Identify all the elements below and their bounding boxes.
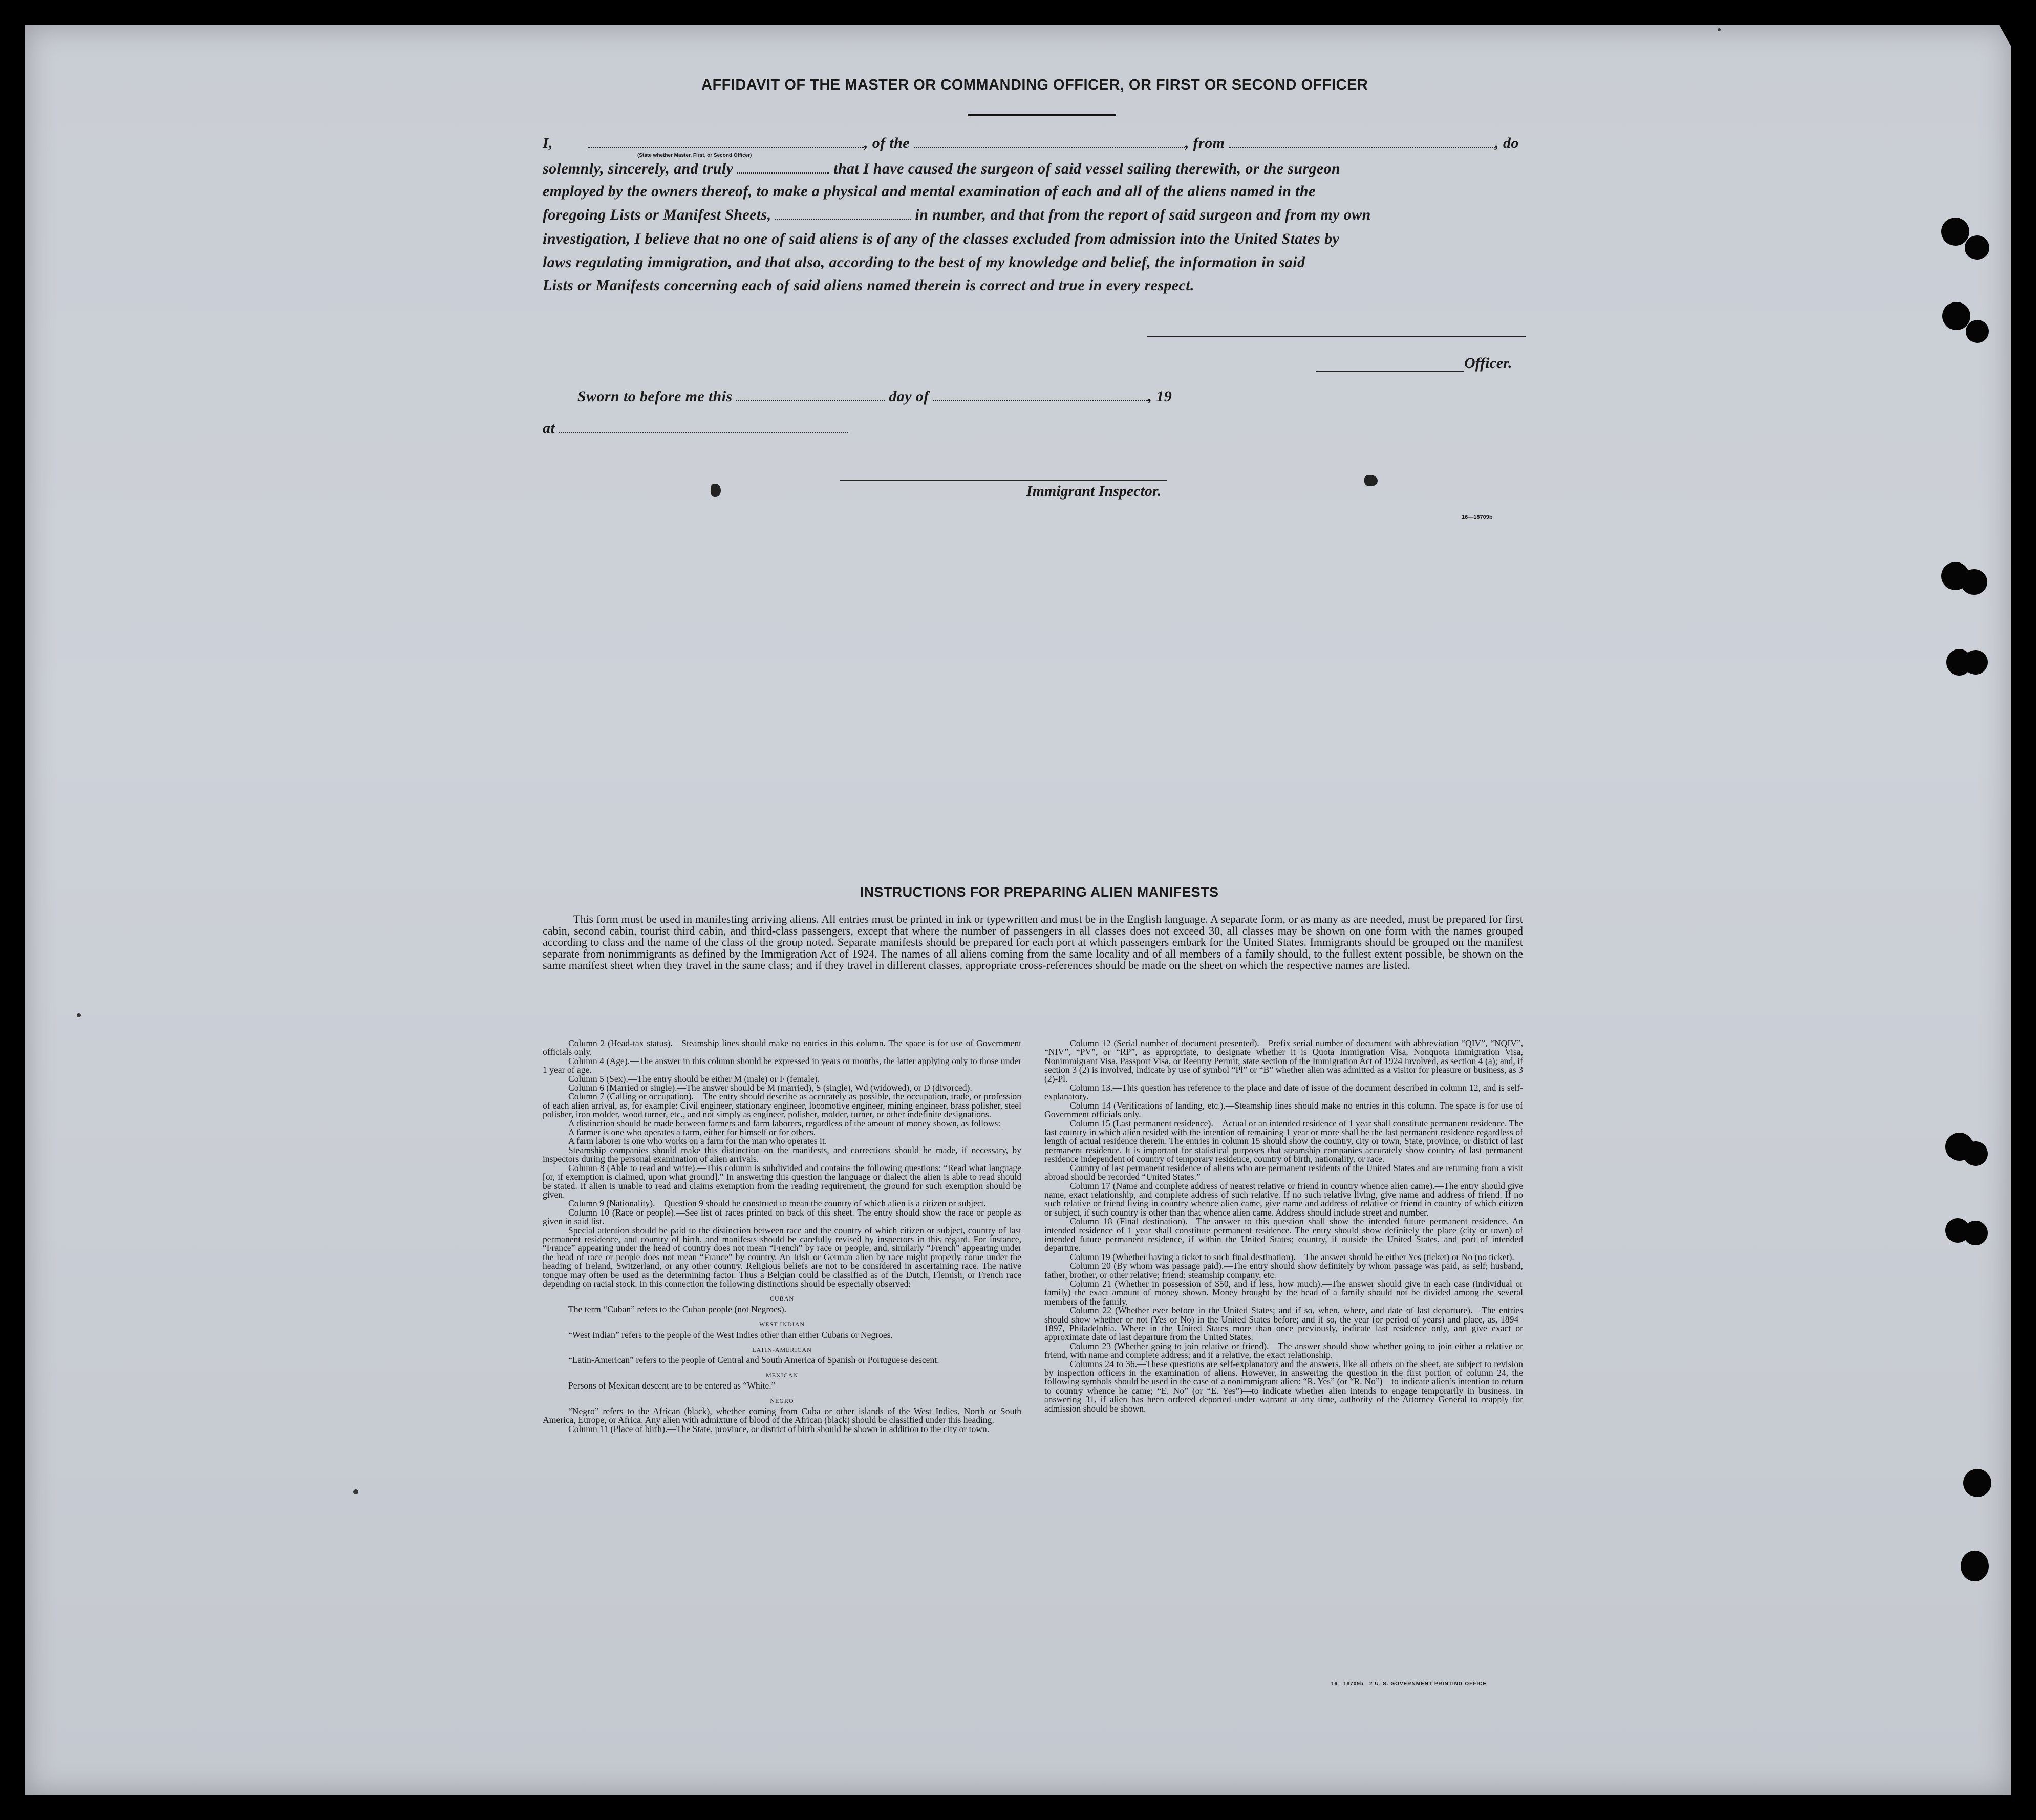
text: solemnly, sincerely, and truly (543, 160, 734, 177)
text: that I have caused the surgeon of said vessel sailing therewith, or the surgeon (833, 160, 1341, 177)
column-7-steamship: Steamship companies should make this distinction on the manifests, and corrections should be made, if necessary, by inspectors during the personal examination of alien arrivals. (543, 1144, 1021, 1164)
affidavit-line-3: employed by the owners thereof, to make a physical and mental examination of each and all of the aliens named in the (543, 183, 1316, 200)
punch-hole-6 (1961, 569, 1987, 595)
text: , of the (864, 135, 910, 151)
latin-american-text: “Latin-American” refers to the people of Central and South America of Spanish or Portuguese descent. (568, 1355, 939, 1366)
column-6-text: Column 6 (Married or single).—The answer should be M (married), S (single), Wd (widowed), or D (divorced). (568, 1082, 972, 1093)
officer-rank-note: (State whether Master, First, or Second Officer) (637, 153, 752, 158)
punch-hole-3 (1942, 302, 1970, 330)
punch-hole-4 (1966, 320, 1989, 343)
west-indian-text: “West Indian” refers to the people of the West Indies other than either Cubans or Negroes. (568, 1329, 893, 1340)
affidavit-line-1 (543, 135, 1526, 152)
latin-american-heading: LATIN-AMERICAN (752, 1346, 812, 1353)
column-22-text: Column 22 (Whether ever before in the United States; and if so, when, where, and date of last departure).—The entries should show whether or not (Yes or No) in the United States before; and if so, the year (or period of years) and place, as, 1894–1897, Philadelphia. Where in the United States more than once previously, indicate last residence only, and give exact or approximate date of last departure from the United States. (1044, 1305, 1523, 1342)
mexican-text: Persons of Mexican descent are to be entered as “White.” (568, 1380, 776, 1391)
instructions-title: INSTRUCTIONS FOR PREPARING ALIEN MANIFESTS (860, 884, 1219, 900)
speck (77, 1013, 81, 1017)
punch-hole-14 (1961, 1551, 1989, 1581)
column-19-text: Column 19 (Whether having a ticket to such final destination).—The answer should be either Yes (ticket) or No (no ticket). (1070, 1251, 1514, 1262)
punch-hole-13 (1963, 1469, 1991, 1497)
cuban-text: The term “Cuban” refers to the Cuban people (not Negroes). (568, 1304, 787, 1314)
text: at (543, 420, 555, 437)
title-rule (968, 114, 1116, 116)
affidavit-line-2 (543, 160, 1526, 178)
column-7-text: Column 7 (Calling or occupation).—The entry should describe as accurately as possible, the occupation, trade, or profession of each alien arrival, as, for example: Civil engineer, stationary engineer, locomotive engineer, mining engineer, brass polisher, steel polisher, iron molder, wood turner, etc., and not simply as engineer, polisher, molder, turner, or other indefinite designations. (543, 1091, 1021, 1120)
inspector-signature-line[interactable] (840, 480, 1167, 481)
west-indian-heading: WEST INDIAN (759, 1320, 805, 1328)
special-attention-text: Special attention should be paid to the distinction between race and the country of which citizen or subject, country of last permanent residence, and country of birth, and manifests should be carefully revised by inspectors in this regard. For instance, “France” appearing under the head of country does not mean “French” by race or people, and, similarly “French” appearing under the head of race or people does not mean “France” by country. An Irish or German alien by race might properly come under the heading of Ireland, Switzerland, or any other country. Religious beliefs are not to be considered in ascertaining race. The native tongue may often be used as the determining factor. Thus a Belgian could be classified as of the Dutch, Flemish, or French race depending on racial stock. In this connection the following distinctions should be especially observed: (543, 1225, 1021, 1289)
column-12-text: Column 12 (Serial number of document presented).—Prefix serial number of document with abbreviation “QIV”, “NQIV”, “NIV”, “PV”, or “RP”, as appropriate, to designate whether it is Quota Immigration Visa, Nonquota Immigration Visa, Nonimmigrant Visa, Passport Visa, or Reentry Permit; state section of the Immigration Act of 1924 involved, as section 4 (a); and, if section 3 (2) is involved, indicate by use of symbol “Pl” or “B” whether alien was admitted as a visitor for pleasure or business, as 3 (2)-Pl. (1044, 1038, 1523, 1084)
ink-stain-right (1364, 475, 1378, 486)
column-15-text: Column 15 (Last permanent residence).—Actual or an intended residence of 1 year shall constitute permanent residence. The last country in which alien resided with the intention of remaining 1 year or more shall be the last permanent residence regardless of length of actual residence therein. The entries in column 15 should show the country, city or town, State, province, or district of last permanent residence. It is important for statistical purposes that steamship companies accurately show country of last permanent residence independent of country of temporary residence, country of birth, nationality, or race. (1044, 1118, 1523, 1164)
sworn-affirm-blank[interactable] (737, 170, 829, 174)
affidavit-line-4 (543, 206, 1526, 224)
mexican-heading: MEXICAN (766, 1371, 798, 1379)
columns-24-36-text: Columns 24 to 36.—These questions are self-explanatory and the answers, like all others on the sheet, are subject to revision by inspection officers in the examination of aliens. However, in answering the question in the first portion of column 24, the following symbols should be used in the case of a nonimmigrant alien: “R. Yes” (or “R. No”)—to indicate alien’s intention to return to country whence he came; “E. No” (or “E. Yes”)—to indicate whether alien intends to engage temporarily in business. In answering 31, if alien has been ordered deported under warrant at any time, authority of the Attorney General to reapply for admission should be shown. (1044, 1358, 1523, 1414)
column-8-text: Column 8 (Able to read and write).—This column is subdivided and contains the following questions: “Read what language [or, if exemption is claimed, upon what ground].” In answering this question the language or dialect the alien is able to read should be stated. If alien is unable to read and claims exemption from the reading requirement, the ground for such exemption should be given. (543, 1162, 1021, 1200)
port-from-blank[interactable] (1229, 145, 1495, 148)
officer-label: Officer. (1464, 355, 1512, 372)
at-line (543, 420, 1526, 437)
speck (1718, 28, 1721, 31)
column-5-text: Column 5 (Sex).—The entry should be either M (male) or F (female). (568, 1073, 820, 1084)
ink-stain-left (711, 484, 721, 497)
place-blank[interactable] (559, 430, 848, 433)
affidavit-line-6: laws regulating immigration, and that also, according to the best of my knowledge and belief, the information in said (543, 254, 1305, 271)
punch-hole-12 (1963, 1221, 1988, 1245)
negro-heading: NEGRO (770, 1397, 794, 1404)
inspector-label: Immigrant Inspector. (1026, 483, 1162, 500)
text: foregoing Lists or Manifest Sheets, (543, 206, 771, 223)
column-4-text: Column 4 (Age).—The answer in this column should be expressed in years or months, the latter applying only to those under 1 year of age. (543, 1055, 1021, 1075)
sworn-line (577, 388, 1560, 405)
column-20-text: Column 20 (By whom was passage paid).—The entry should show definitely by whom passage was paid, as self; husband, father, brother, or other relative; friend; steamship company, etc. (1044, 1261, 1523, 1280)
sheet-count-blank[interactable] (775, 216, 911, 220)
column-10-text: Column 10 (Race or people).—See list of races printed on back of this sheet. The entry should show the race or people as given in said list. (543, 1207, 1021, 1227)
column-23-text: Column 23 (Whether going to join relative or friend).—The answer should show whether going to join either a relative or friend, with name and complete address; and if a relative, the exact relationship. (1044, 1340, 1523, 1360)
column-7-farmer-def: A farmer is one who operates a farm, either for himself or for others. (568, 1127, 816, 1138)
column-13-text: Column 13.—This question has reference to the place and date of issue of the document described in column 12, and is self-explanatory. (1044, 1082, 1523, 1102)
affidavit-line-7: Lists or Manifests concerning each of said aliens named therein is correct and true in every respect. (543, 277, 1194, 294)
text: , 19 (1148, 388, 1172, 405)
punch-hole-10 (1963, 1141, 1988, 1166)
column-17-text: Column 17 (Name and complete address of nearest relative or friend in country whence alien came).—The entry should give name, exact relationship, and complete address of such relative. If no such relative living, give name and address of friend. If no such relative or friend living in country whence alien came, give name and address of relative or friend in country of which citizen or subject, if such country is other than that whence alien came. Address should include street and number. (1044, 1180, 1523, 1218)
column-11-text: Column 11 (Place of birth).—The State, province, or district of birth should be shown in addition to the city or town. (568, 1423, 990, 1434)
punch-hole-2 (1965, 235, 1989, 260)
instructions-left-column (543, 1039, 1021, 1434)
instructions-intro: This form must be used in manifesting arriving aliens. All entries must be printed in ink or typewritten and must be in the English language. A separate form, or as many as are needed, must be prepared for first cabin, second cabin, tourist third cabin, and third-class passengers, except that where the number of passengers in all classes does not exceed 30, all classes may be shown on one form with the names grouped according to class and the name of the class of the group noted. Separate manifests should be prepared for each port at which passengers embark for the United States. Immigrants should be grouped on the manifest separate from nonimmigrants as defined by the Immigration Act of 1924. The names of all aliens coming from the same locality and of all members of a family should, to the fullest extent possible, be shown on the same manifest sheet when they travel in the same class; and if they travel in different classes, appropriate cross-references should be made on the sheet on which the respective names are listed. (543, 913, 1523, 971)
column-18-text: Column 18 (Final destination).—The answer to this question shall show the intended future permanent residence. An intended residence of 1 year shall constitute permanent residence. The entry should show definitely the place (city or town) of intended future permanent residence, if within the United States; country, if outside the United States, and port of intended departure. (1044, 1216, 1523, 1253)
column-7-laborer-def: A farm laborer is one who works on a farm for the man who operates it. (568, 1136, 827, 1146)
negro-text: “Negro” refers to the African (black), whether coming from Cuba or other islands of the West Indies, North or South America, Europe, or Africa. Any alien with admixture of blood of the African (black) should be classified under this heading. (543, 1406, 1021, 1425)
text: I, (543, 135, 553, 151)
text: in number, and that from the report of said surgeon and from my own (915, 206, 1371, 223)
day-blank[interactable] (736, 398, 885, 401)
officer-signature-line[interactable] (1316, 371, 1464, 372)
column-9-text: Column 9 (Nationality).—Question 9 should be construed to mean the country of which alien is a citizen or subject. (568, 1198, 986, 1209)
text: , do (1495, 135, 1519, 151)
text: , from (1185, 135, 1225, 151)
column-21-text: Column 21 (Whether in possession of $50, and if less, how much).—The answer should give in each case (individual or family) the exact amount of money shown. Money brought by the head of a family should not be divided among the several members of the family. (1044, 1278, 1523, 1307)
column-15-residents: Country of last permanent residence of aliens who are permanent residents of the United States and are returning from a visit abroad should be recorded “United States.” (1044, 1162, 1523, 1182)
text: Sworn to before me this (577, 388, 733, 405)
column-2-text: Column 2 (Head-tax status).—Steamship lines should make no entries in this column. The space is for use of Government officials only. (543, 1038, 1021, 1057)
text: day of (889, 388, 929, 405)
month-blank[interactable] (933, 398, 1148, 401)
affidavit-title: AFFIDAVIT OF THE MASTER OR COMMANDING OFFICER, OR FIRST OR SECOND OFFICER (701, 77, 1368, 93)
punch-hole-1 (1941, 218, 1969, 246)
printing-office-footer: 16—18709b—2 U. S. GOVERNMENT PRINTING OFFICE (1331, 1681, 1487, 1687)
speck (353, 1489, 358, 1494)
column-14-text: Column 14 (Verifications of landing, etc.).—Steamship lines should make no entries in this column. The space is for use of Government officials only. (1044, 1100, 1523, 1120)
instructions-right-column (1044, 1039, 1523, 1413)
form-number: 16—18709b (1462, 514, 1493, 521)
officer-signature-line-upper[interactable] (1147, 336, 1526, 337)
cuban-heading: CUBAN (769, 1295, 794, 1303)
affidavit-line-5: investigation, I believe that no one of said aliens is of any of the classes excluded from admission into the United States by (543, 230, 1340, 247)
punch-hole-8 (1963, 650, 1988, 675)
vessel-name-blank[interactable] (914, 145, 1185, 148)
master-name-blank[interactable] (588, 145, 864, 148)
column-7-farmers: A distinction should be made between farmers and farm laborers, regardless of the amount of money shown, as follows: (568, 1118, 1001, 1129)
